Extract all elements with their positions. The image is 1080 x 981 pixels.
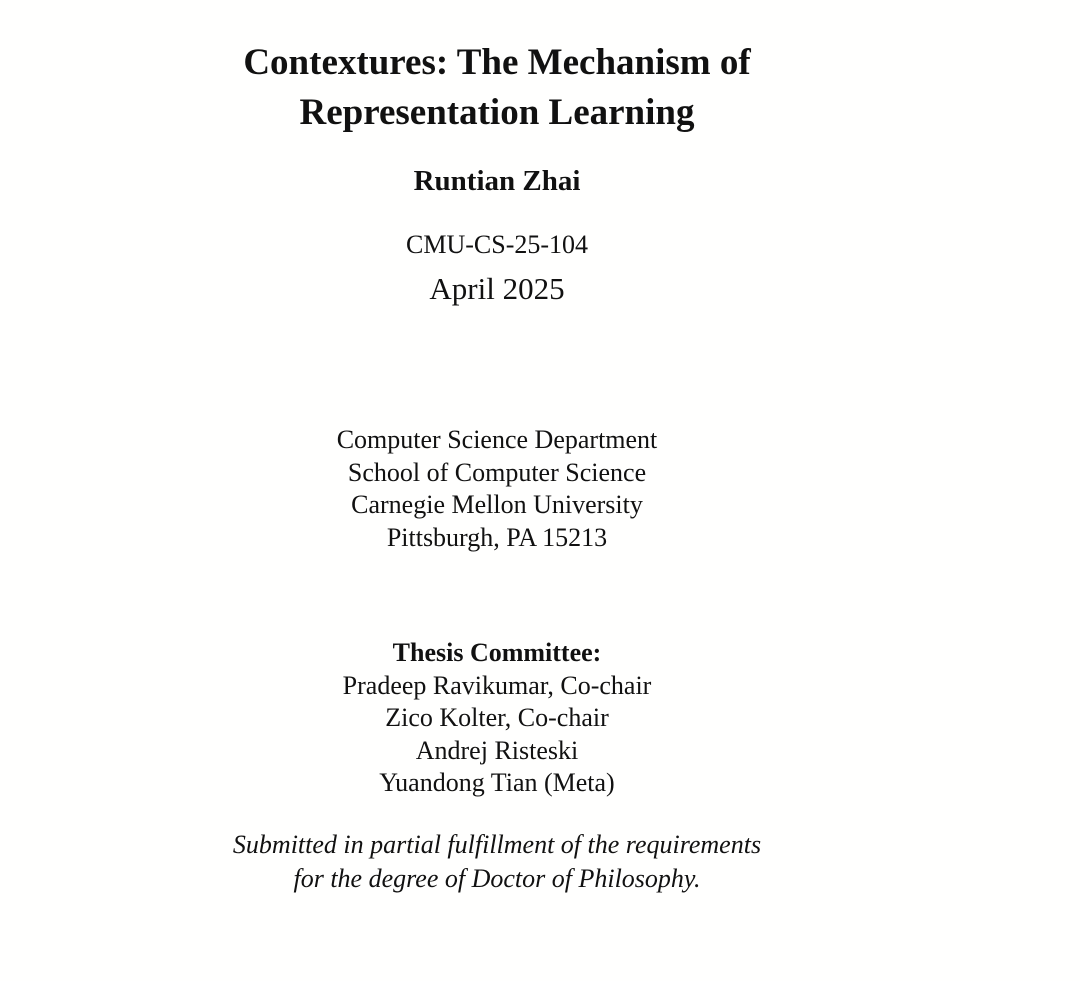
institution-address: [337, 424, 658, 554]
degree-statement-line-2: for the degree of Doctor of Philosophy.: [293, 864, 701, 893]
department-name: Computer Science Department: [336, 425, 658, 454]
degree-statement: [233, 828, 761, 896]
committee-heading: Thesis Committee:: [392, 638, 602, 667]
committee-member: Yuandong Tian (Meta): [379, 768, 615, 797]
author-name: Runtian Zhai: [413, 165, 581, 197]
degree-statement-line-1: Submitted in partial fulfillment of the requirements: [232, 830, 762, 859]
committee-member: Pradeep Ravikumar, Co-chair: [342, 670, 652, 700]
report-number: CMU-CS-25-104: [405, 230, 589, 259]
city-address: Pittsburgh, PA 15213: [386, 522, 608, 552]
thesis-title-line-1: Contextures: The Mechanism of: [243, 42, 751, 83]
committee-member: Andrej Risteski: [415, 735, 579, 765]
thesis-title: [243, 38, 750, 138]
thesis-title-line-2: Representation Learning: [299, 92, 695, 133]
publication-date: April 2025: [429, 271, 565, 306]
school-name: School of Computer Science: [347, 457, 647, 487]
thesis-committee: [343, 637, 652, 800]
university-name: Carnegie Mellon University: [351, 490, 643, 519]
committee-member: Zico Kolter, Co-chair: [385, 703, 609, 732]
